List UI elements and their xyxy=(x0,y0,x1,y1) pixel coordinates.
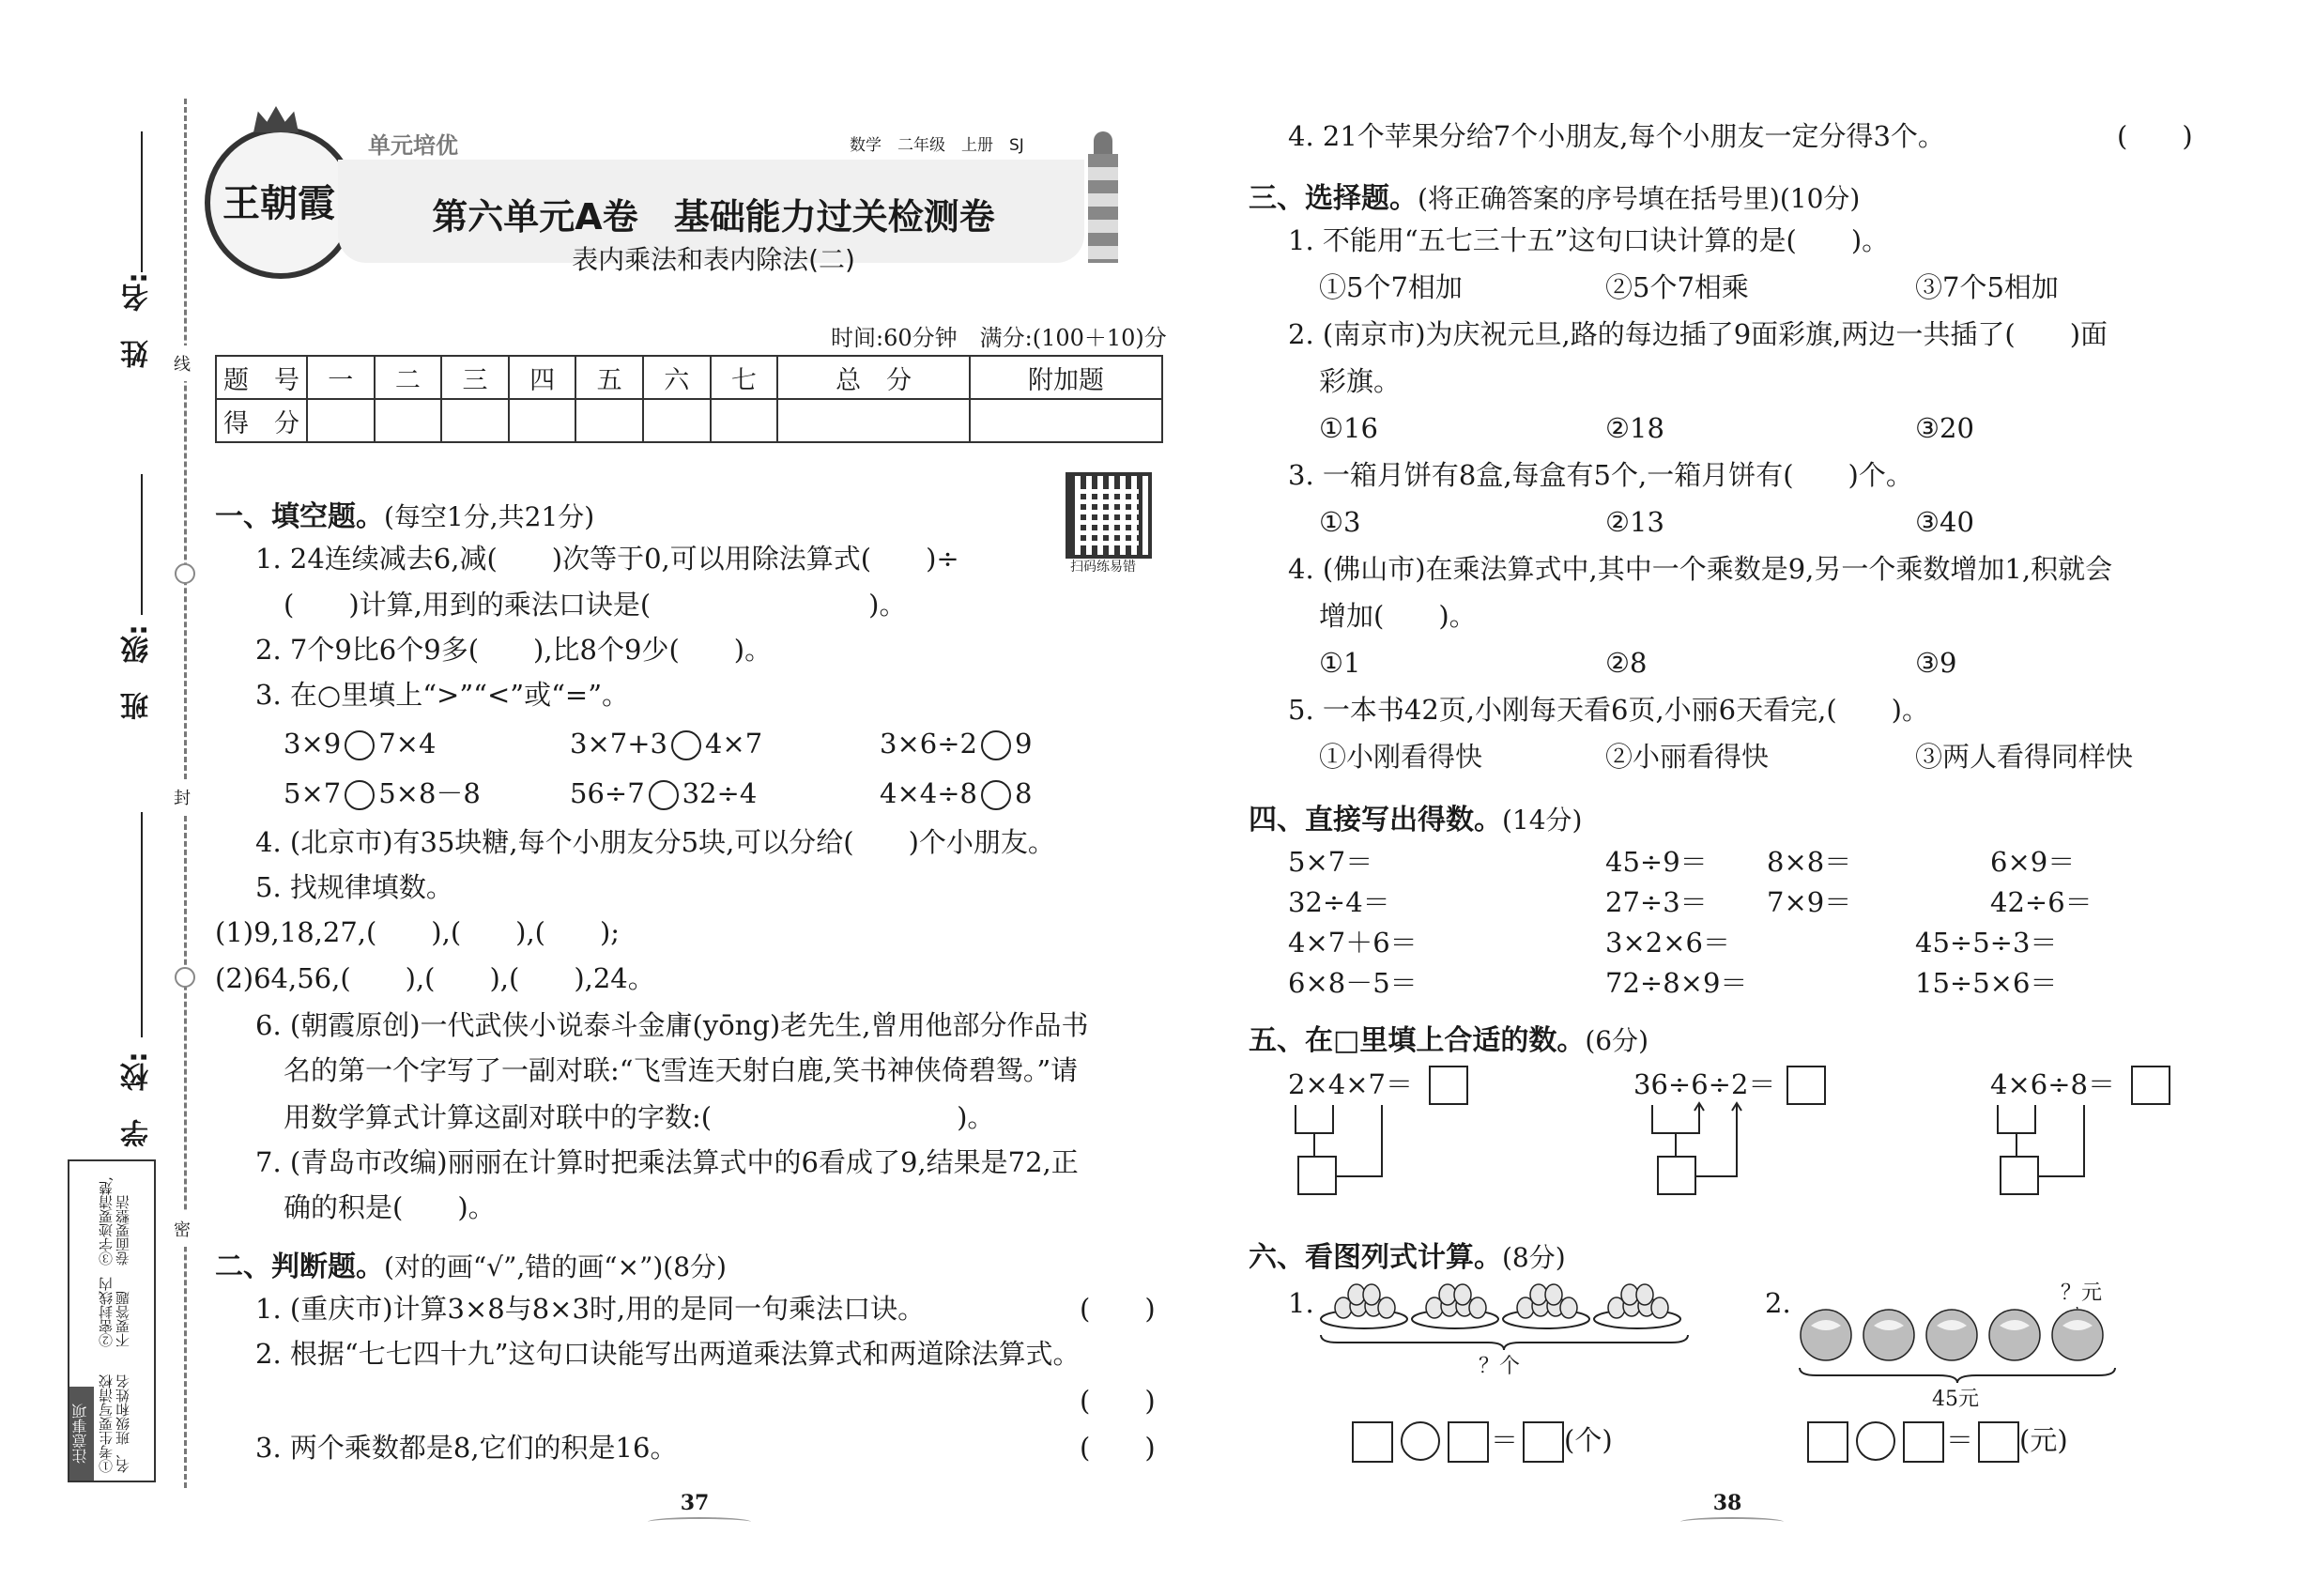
s2-q3: 3. 两个乘数都是8,它们的积是16。 xyxy=(255,1432,678,1464)
notes-list xyxy=(98,1167,131,1473)
calc-item: 4×7＋6＝ xyxy=(1288,927,1418,959)
s1-q3: 3. 在○里填上“>”“<”或“=”。 xyxy=(255,679,630,711)
qr-code-icon xyxy=(1066,472,1152,559)
compare-item: 3×6÷2 9 xyxy=(880,728,1033,760)
equation-box[interactable] xyxy=(1978,1421,2019,1463)
section4-heading xyxy=(1249,796,1582,837)
score-cell[interactable] xyxy=(441,399,509,442)
equation-box[interactable] xyxy=(1448,1421,1489,1463)
score-header: 题 号 xyxy=(216,356,307,399)
section6-title: 六、看图列式计算。 xyxy=(1249,1241,1502,1274)
option[interactable]: ①3 xyxy=(1319,506,1361,538)
subject-info: 数学 二年级 上册 SJ xyxy=(850,136,1024,155)
calc-item: 6×8－5＝ xyxy=(1288,967,1418,999)
s2-q1: 1. (重庆市)计算3×8与8×3时,用的是同一句乘法口诀。 xyxy=(255,1293,926,1325)
calc-item: 27÷3＝ xyxy=(1605,886,1708,918)
option[interactable]: ②小丽看得快 xyxy=(1605,741,1770,773)
section2-title: 二、判断题。 xyxy=(215,1251,384,1283)
score-cell[interactable] xyxy=(575,399,643,442)
compare-circle[interactable] xyxy=(345,730,375,760)
name-label: 姓 名: xyxy=(121,272,154,368)
section4-title: 四、直接写出得数。 xyxy=(1249,804,1502,836)
calc-item: 6×9＝ xyxy=(1990,846,2076,878)
equation-box[interactable] xyxy=(1523,1421,1564,1463)
calc-item: 5×7＝ xyxy=(1288,846,1373,878)
score-cell[interactable] xyxy=(970,399,1162,442)
cut-mark-2: 封 xyxy=(172,779,192,815)
option[interactable]: ③40 xyxy=(1915,506,1974,538)
page-title: 第六单元A卷 基础能力过关检测卷 xyxy=(432,196,995,238)
s1-q6-line1: 6. (朝霞原创)一代武侠小说泰斗金庸(yōng)老先生,曾用他部分作品书 xyxy=(255,1009,1089,1041)
s1-q6-line3: 用数学算式计算这副对联中的字数:( )。 xyxy=(284,1101,995,1133)
s3-q1: 1. 不能用“五七三十五”这句口诀计算的是( )。 xyxy=(1288,224,1890,256)
answer-paren[interactable]: ( ) xyxy=(1080,1293,1156,1325)
compare-circle[interactable] xyxy=(981,780,1011,810)
qr-caption: 扫码练易错 xyxy=(1070,560,1136,575)
score-row-label: 得 分 xyxy=(216,399,307,442)
s1-q2: 2. 7个9比6个9多( ),比8个9少( )。 xyxy=(255,634,773,666)
unit-label: (元) xyxy=(2019,1424,2068,1456)
page-subtitle: 表内乘法和表内除法(二) xyxy=(572,244,855,275)
calc-item: 7×9＝ xyxy=(1767,886,1852,918)
time-info: 时间:60分钟 满分:(100＋10)分 xyxy=(831,325,1167,351)
option[interactable]: ②8 xyxy=(1605,647,1648,679)
equation-1 xyxy=(1352,1420,1652,1465)
equals-sign: ＝ xyxy=(1946,1424,1974,1456)
compare-item: 3×9 7×4 xyxy=(284,728,437,760)
option[interactable]: ②18 xyxy=(1605,412,1664,444)
compare-circle[interactable] xyxy=(671,730,701,760)
calc-item: 45÷5÷3＝ xyxy=(1915,927,2058,959)
brand-name: 王朝霞 xyxy=(222,181,335,225)
lighthouse-icon xyxy=(1084,131,1122,263)
egg-total-label: ？个 xyxy=(1479,1355,1521,1378)
section1-points: (每空1分,共21分) xyxy=(384,501,595,532)
option[interactable]: ①16 xyxy=(1319,412,1378,444)
score-header: 七 xyxy=(711,356,778,399)
s2-q2: 2. 根据“七七四十九”这句口诀能写出两道乘法算式和两道除法算式。 xyxy=(255,1338,1081,1370)
s1-q5-1: (1)9,18,27,( ),( ),( ); xyxy=(215,916,621,948)
section5-title: 五、在□里填上合适的数。 xyxy=(1249,1024,1586,1057)
compare-circle[interactable] xyxy=(981,730,1011,760)
s1-q5-2: (2)64,56,( ),( ),( ),24。 xyxy=(215,962,655,994)
s3-q3: 3. 一箱月饼有8盒,每盒有5个,一箱月饼有( )个。 xyxy=(1288,459,1913,491)
section3-points: (将正确答案的序号填在括号里)(10分) xyxy=(1418,183,1861,214)
calc-item: 45÷9＝ xyxy=(1605,846,1708,878)
answer-box[interactable] xyxy=(1786,1066,1826,1105)
compare-item: 4×4÷8 8 xyxy=(880,777,1033,809)
compare-circle[interactable] xyxy=(345,780,375,810)
flow-expression: 4×6÷8＝ xyxy=(1990,1068,2115,1100)
note-1: ①考生要写清校名、班级和姓名 xyxy=(98,1374,131,1473)
score-cell[interactable] xyxy=(711,399,778,442)
section3-title: 三、选择题。 xyxy=(1249,182,1418,215)
compare-circle[interactable] xyxy=(649,780,679,810)
s3-q4-line1: 4. (佛山市)在乘法算式中,其中一个乘数是9,另一个乘数增加1,积就会 xyxy=(1288,553,2113,585)
option[interactable]: ③7个5相加 xyxy=(1915,271,2059,303)
problem1-number: 1. xyxy=(1288,1287,1314,1319)
notes-box xyxy=(68,1159,156,1482)
ball-total-label: 45元 xyxy=(1932,1388,1979,1411)
answer-box[interactable] xyxy=(2131,1066,2170,1105)
equation-2 xyxy=(1807,1420,2108,1465)
page-number-left xyxy=(648,1491,742,1527)
s1-q6-line2: 名的第一个字写了一副对联:“飞雪连天射白鹿,笑书神侠倚碧鸳。”请 xyxy=(284,1054,1079,1086)
flow-diagram-2 xyxy=(1633,1066,1915,1235)
calc-item: 32÷4＝ xyxy=(1288,886,1390,918)
score-header: 附加题 xyxy=(970,356,1162,399)
operator-circle[interactable] xyxy=(1401,1421,1440,1461)
hole-mark-1 xyxy=(175,563,195,584)
cut-mark-3: 密 xyxy=(172,1211,192,1247)
score-table-header-row xyxy=(216,356,1162,399)
page-number-right xyxy=(1680,1491,1774,1527)
compare-item: 3×7+3 4×7 xyxy=(570,728,763,760)
option[interactable]: ①1 xyxy=(1319,647,1361,679)
brand-logo xyxy=(205,127,357,279)
section1-title: 一、填空题。 xyxy=(215,500,384,533)
score-cell[interactable] xyxy=(643,399,711,442)
equation-box[interactable] xyxy=(1903,1421,1944,1463)
equals-sign: ＝ xyxy=(1491,1424,1519,1456)
class-label: 班 级: xyxy=(121,624,154,720)
compare-item: 5×7 5×8－8 xyxy=(284,777,481,809)
score-table-score-row xyxy=(216,399,1162,442)
equation-box[interactable] xyxy=(1352,1421,1393,1463)
flow-expression: 36÷6÷2＝ xyxy=(1633,1068,1776,1100)
egg-plates-drawing xyxy=(1319,1281,1690,1333)
section6-points: (8分) xyxy=(1502,1242,1566,1273)
intermediate-box[interactable] xyxy=(2000,1156,2039,1195)
s3-q2-line1: 2. (南京市)为庆祝元旦,路的每边插了9面彩旗,两边一共插了( )面 xyxy=(1288,318,2108,350)
score-header: 三 xyxy=(441,356,509,399)
score-table xyxy=(215,355,1163,443)
score-cell[interactable] xyxy=(509,399,576,442)
flow-diagram-1 xyxy=(1288,1066,1570,1235)
s3-q4-line2: 增加( )。 xyxy=(1319,600,1477,632)
intermediate-box[interactable] xyxy=(1657,1156,1696,1195)
compare-item: 56÷7 32÷4 xyxy=(570,777,758,809)
cut-mark-1: 线 xyxy=(172,345,192,381)
school-line xyxy=(141,812,143,1037)
calc-item: 15÷5×6＝ xyxy=(1915,967,2058,999)
option[interactable]: ③20 xyxy=(1915,412,1974,444)
ball-price-label: ？元 xyxy=(2061,1281,2103,1305)
section4-points: (14分) xyxy=(1502,805,1583,836)
option[interactable]: ①5个7相加 xyxy=(1319,271,1463,303)
score-header: 五 xyxy=(575,356,643,399)
section2-points: (对的画“√”,错的画“×”)(8分) xyxy=(384,1251,727,1282)
option[interactable]: ②13 xyxy=(1605,506,1664,538)
section2-heading xyxy=(215,1243,727,1284)
equation-box[interactable] xyxy=(1807,1421,1848,1463)
score-cell[interactable] xyxy=(375,399,442,442)
calc-item: 42÷6＝ xyxy=(1990,886,2093,918)
s1-q5: 5. 找规律填数。 xyxy=(255,871,453,903)
calc-item: 8×8＝ xyxy=(1767,846,1852,878)
calc-item: 3×2×6＝ xyxy=(1605,927,1730,959)
option[interactable]: ②5个7相乘 xyxy=(1605,271,1749,303)
unit-label: (个) xyxy=(1564,1424,1613,1456)
hole-mark-2 xyxy=(175,967,195,988)
egg-plates xyxy=(1319,1281,1690,1333)
logo-crown-icon xyxy=(253,106,299,132)
option[interactable]: ③9 xyxy=(1915,647,1957,679)
flow-expression: 2×4×7＝ xyxy=(1288,1068,1413,1100)
s3-q5: 5. 一本书42页,小刚每天看6页,小丽6天看完,( )。 xyxy=(1288,694,1929,726)
answer-paren[interactable]: ( ) xyxy=(1080,1432,1156,1464)
s1-q1-line1: 1. 24连续减去6,减( )次等于0,可以用除法算式( )÷ xyxy=(255,543,959,575)
page-number-text: 38 xyxy=(1712,1491,1742,1515)
answer-paren[interactable]: ( ) xyxy=(2117,120,2193,152)
section6-heading xyxy=(1249,1234,1566,1275)
school-label: 学 校: xyxy=(121,1051,154,1147)
answer-box[interactable] xyxy=(1429,1066,1468,1105)
s1-q4: 4. (北京市)有35块糖,每个小朋友分5块,可以分给( )个小朋友。 xyxy=(255,826,1055,858)
intermediate-box[interactable] xyxy=(1297,1156,1337,1195)
score-header: 六 xyxy=(643,356,711,399)
score-cell[interactable] xyxy=(777,399,970,442)
s2-q4: 4. 21个苹果分给7个小朋友,每个小朋友一定分得3个。 xyxy=(1288,120,1945,152)
s1-q7-line2: 确的积是( )。 xyxy=(284,1191,496,1223)
score-header: 二 xyxy=(375,356,442,399)
score-header: 总 分 xyxy=(777,356,970,399)
class-line xyxy=(141,474,143,615)
problem2-number: 2. xyxy=(1765,1287,1791,1319)
s1-q1-line2: ( )计算,用到的乘法口诀是( )。 xyxy=(284,589,907,621)
option[interactable]: ①小刚看得快 xyxy=(1319,741,1483,773)
score-cell[interactable] xyxy=(307,399,375,442)
notes-title: 注意事项 xyxy=(69,1387,94,1481)
section5-heading xyxy=(1249,1017,1648,1058)
answer-paren[interactable]: ( ) xyxy=(1080,1385,1156,1417)
s1-q7-line1: 7. (青岛市改编)丽丽在计算时把乘法算式中的6看成了9,结果是72,正 xyxy=(255,1146,1079,1178)
flow-diagram-3 xyxy=(1990,1066,2272,1235)
section3-heading xyxy=(1249,175,1860,216)
page-number-text: 37 xyxy=(680,1491,710,1515)
note-2: ②密封线内不要答题 xyxy=(98,1277,131,1348)
calc-item: 72÷8×9＝ xyxy=(1605,967,1748,999)
series-label: 单元培优 xyxy=(368,132,458,159)
section1-heading xyxy=(215,493,594,534)
note-3: ③字迹要清楚,卷面要整洁 xyxy=(98,1176,131,1266)
operator-circle[interactable] xyxy=(1856,1421,1895,1461)
ball-brace xyxy=(1798,1366,2117,1385)
section5-points: (6分) xyxy=(1585,1025,1649,1056)
option[interactable]: ③两人看得同样快 xyxy=(1915,741,2134,773)
score-header: 四 xyxy=(509,356,576,399)
score-header: 一 xyxy=(307,356,375,399)
name-line xyxy=(141,131,143,272)
egg-brace xyxy=(1319,1333,1690,1352)
balls-drawing xyxy=(1798,1307,2117,1363)
s3-q2-line2: 彩旗。 xyxy=(1319,365,1402,397)
